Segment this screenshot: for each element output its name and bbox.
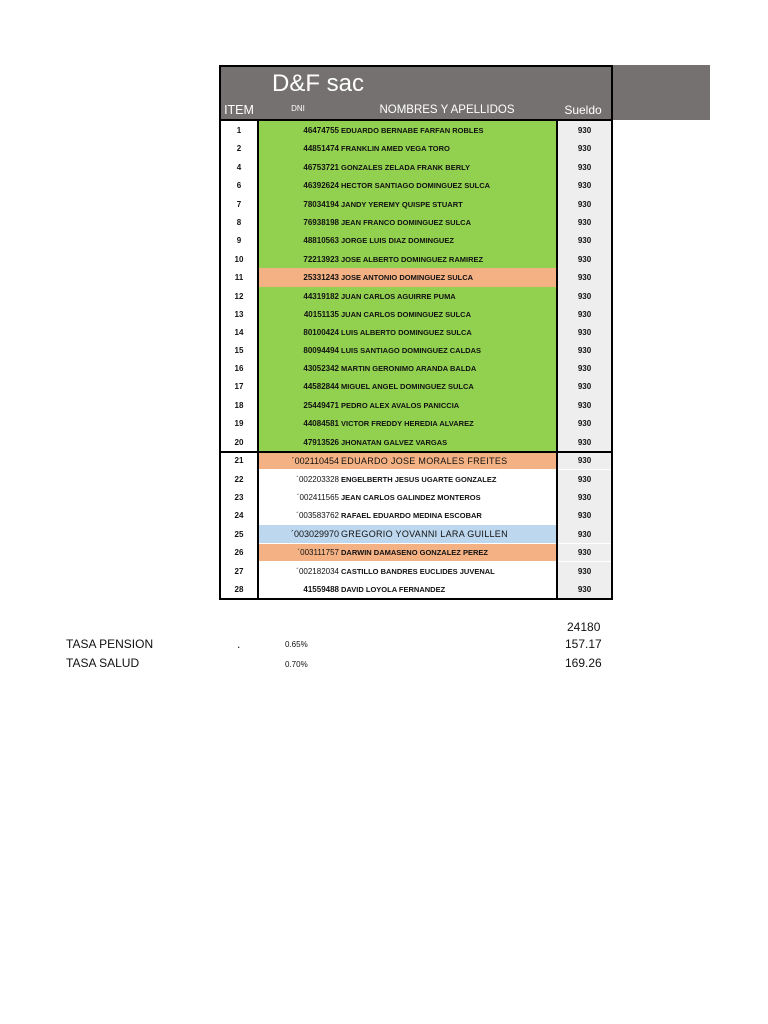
pension-label: TASA PENSION [66,637,154,651]
item-cell: 11 [234,273,244,282]
item-cell: 7 [236,199,242,209]
pension-dot: . [237,637,241,651]
table-row [221,213,611,231]
dni-cell: 25449471 [303,400,339,410]
sueldo-cell: 930 [558,176,611,195]
dni-cell: ´003029970 [290,529,339,539]
item-cell: 6 [236,181,242,190]
name-cell: DARWIN DAMASENO GONZALEZ PEREZ [341,548,488,557]
item-cell: 18 [234,400,244,410]
table-row [221,341,611,359]
table-row [221,506,611,525]
table-row [221,268,611,287]
name-cell: JUAN CARLOS AGUIRRE PUMA [341,291,456,301]
item-cell: 24 [234,511,244,520]
item-cell: 26 [234,548,244,557]
name-cell: EDUARDO JOSE MORALES FREITES [341,455,508,466]
item-cell: 9 [236,236,242,245]
sueldo-cell: 930 [558,231,611,250]
table-row [221,562,611,581]
sueldo-cell: 930 [558,377,611,396]
sueldo-cell: 930 [558,195,611,213]
sueldo-cell: 930 [558,433,611,451]
item-cell: 27 [234,567,244,576]
sueldo-cell: 930 [558,525,611,543]
item-cell: 8 [236,217,242,227]
name-cell: RAFAEL EDUARDO MEDINA ESCOBAR [341,511,482,520]
table-row [221,544,611,561]
item-cell: 2 [236,144,242,153]
dni-cell: 46474755 [303,125,339,135]
dni-cell: 43052342 [303,363,339,373]
item-cell: 14 [234,327,244,337]
name-cell: JANDY YEREMY QUISPE STUART [341,199,463,209]
table-border-right [611,65,613,600]
sueldo-cell: 930 [558,544,611,561]
item-cell: 23 [234,492,244,502]
item-cell: 25 [234,529,244,539]
name-cell: DAVID LOYOLA FERNANDEZ [341,585,446,594]
sueldo-cell: 930 [558,562,611,581]
name-cell: GONZALES ZELADA FRANK BERLY [341,162,471,172]
name-cell: EDUARDO BERNABE FARFAN ROBLES [341,125,484,135]
table-row [221,121,611,139]
item-cell: 10 [234,254,244,264]
column-header-row [220,101,710,120]
dni-cell: 47913526 [303,437,339,447]
dni-cell: ´002182034 [296,567,339,576]
table-row [221,176,611,195]
sueldo-cell: 930 [558,250,611,268]
name-cell: MIGUEL ANGEL DOMINGUEZ SULCA [341,382,474,391]
table-row [221,231,611,250]
table-row [221,433,611,451]
item-cell: 1 [236,125,242,135]
column-header-item: ITEM [224,103,254,117]
dni-cell: 44851474 [303,144,339,153]
sueldo-cell: 930 [558,268,611,287]
item-cell: 15 [234,345,244,355]
table-border-bottom [219,598,613,600]
item-cell: 13 [234,309,244,319]
dni-cell: 40151135 [303,309,339,319]
dni-cell: 46392624 [303,181,339,190]
salud-rate: 0.70% [285,660,308,669]
name-cell: PEDRO ALEX AVALOS PANICCIA [341,400,460,410]
sueldo-cell: 930 [558,470,611,488]
dni-cell: 46753721 [303,162,339,172]
name-cell: JORGE LUIS DIAZ DOMINGUEZ [341,236,454,245]
name-cell: LUIS ALBERTO DOMINGUEZ SULCA [341,327,472,337]
company-title-bar [220,65,710,102]
table-row [221,377,611,396]
section-divider [219,451,613,453]
name-cell: JEAN CARLOS GALINDEZ MONTEROS [341,492,481,502]
sueldo-cell: 930 [558,158,611,176]
dni-cell: ´003583762 [296,511,339,520]
name-cell: HECTOR SANTIAGO DOMINGUEZ SULCA [341,181,491,190]
column-header-names: NOMBRES Y APELLIDOS [379,104,515,116]
dni-cell: 44319182 [303,291,339,301]
table-row [221,470,611,488]
table-row [221,525,611,543]
dni-cell: 80100424 [303,327,339,337]
dni-cell: 78034194 [303,199,339,209]
dni-cell: 76938198 [303,217,339,227]
name-cell: JEAN FRANCO DOMINGUEZ SULCA [341,217,472,227]
dni-cell: 72213923 [303,254,339,264]
total-sueldo: 24180 [567,620,601,634]
sueldo-cell: 930 [558,414,611,433]
table-row [221,488,611,506]
sueldo-cell: 930 [558,323,611,341]
pension-value: 157.17 [565,637,602,651]
item-cell: 12 [234,291,244,301]
dni-cell: 44084581 [303,419,339,428]
salud-value: 169.26 [565,656,602,670]
dni-cell: ´002110454 [291,455,339,466]
name-cell: FRANKLIN AMED VEGA TORO [341,144,450,153]
name-cell: JOSE ALBERTO DOMINGUEZ RAMIREZ [341,254,484,264]
name-cell: VICTOR FREDDY HEREDIA ALVAREZ [341,419,474,428]
column-header-dni: DNI [291,104,305,113]
table-row [221,323,611,341]
salud-label: TASA SALUD [66,656,140,670]
sueldo-cell: 930 [558,341,611,359]
sueldo-cell: 930 [558,506,611,525]
table-row [221,287,611,305]
sueldo-cell: 930 [558,121,611,139]
sueldo-cell: 930 [558,305,611,323]
dni-cell: 44582844 [303,382,339,391]
item-cell: 21 [234,456,244,465]
sueldo-column-divider [556,120,558,599]
table-row [221,414,611,433]
table-row [221,250,611,268]
pension-rate: 0.65% [285,640,308,649]
company-title: D&F sac [271,70,364,97]
sueldo-cell: 930 [558,139,611,158]
item-cell: 17 [234,382,244,391]
name-cell: JUAN CARLOS DOMINGUEZ SULCA [341,309,472,319]
item-cell: 28 [234,585,244,594]
name-cell: LUIS SANTIAGO DOMINGUEZ CALDAS [341,345,481,355]
table-border-top [219,65,613,67]
item-cell: 19 [234,419,244,428]
sueldo-cell: 930 [558,396,611,414]
table-row [221,305,611,323]
sueldo-cell: 930 [558,359,611,377]
item-cell: 4 [236,162,242,172]
sueldo-cell: 930 [558,452,611,469]
table-row [221,581,611,598]
column-header-sueldo: Sueldo [564,103,602,117]
sueldo-cell: 930 [558,488,611,506]
dni-cell: 41559488 [303,585,339,594]
sueldo-cell: 930 [558,581,611,598]
dni-cell: ´002411565 [296,492,339,502]
name-cell: ENGELBERTH JESUS UGARTE GONZALEZ [341,474,497,484]
table-row [221,139,611,158]
table-row [221,452,611,469]
name-cell: GREGORIO YOVANNI LARA GUILLEN [341,529,508,539]
item-cell: 20 [234,437,244,447]
table-row [221,396,611,414]
item-cell: 22 [234,474,244,484]
sueldo-cell: 930 [558,213,611,231]
table-row [221,359,611,377]
table-row [221,195,611,213]
item-cell: 16 [234,363,244,373]
item-column-divider [257,120,259,599]
dni-cell: 48810563 [303,236,339,245]
sueldo-cell: 930 [558,287,611,305]
name-cell: MARTIN GERONIMO ARANDA BALDA [341,363,477,373]
name-cell: CASTILLO BANDRES EUCLIDES JUVENAL [341,567,495,576]
name-cell: JHONATAN GALVEZ VARGAS [341,437,448,447]
dni-cell: ´002203328 [296,474,339,484]
header-divider [219,119,613,121]
dni-cell: 80094494 [303,345,339,355]
table-row [221,158,611,176]
table-border-left [219,65,221,600]
dni-cell: 25331243 [303,273,339,282]
dni-cell: ´003111757 [297,548,339,557]
name-cell: JOSE ANTONIO DOMINGUEZ SULCA [341,273,474,282]
